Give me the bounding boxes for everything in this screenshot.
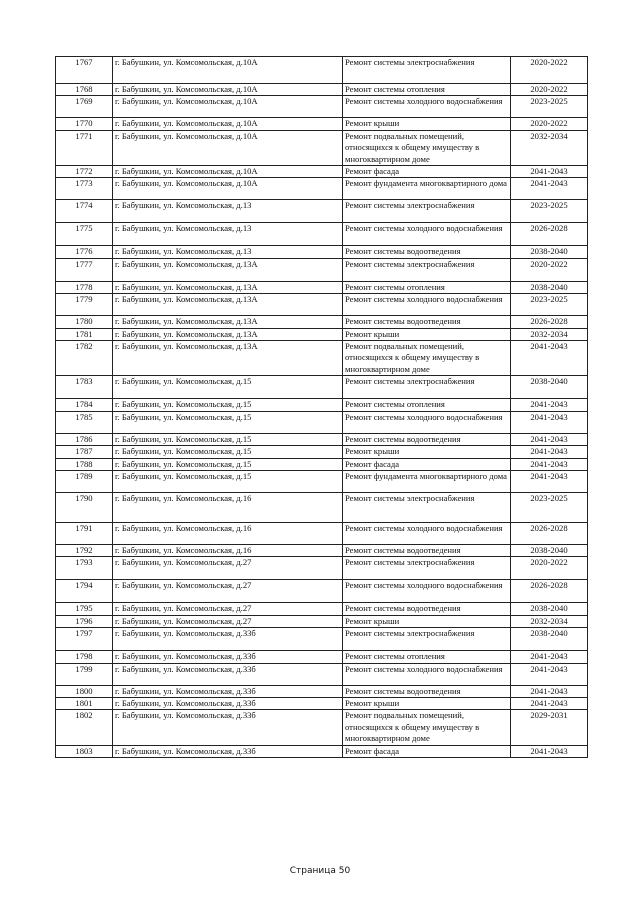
row-address: г. Бабушкин, ул. Комсомольская, д.13 [113, 223, 343, 246]
row-number: 1776 [56, 246, 113, 258]
row-number: 1785 [56, 411, 113, 433]
row-number: 1770 [56, 118, 113, 130]
row-years: 2041-2043 [511, 685, 588, 697]
table-row [56, 433, 588, 445]
row-address: г. Бабушкин, ул. Комсомольская, д.13А [113, 328, 343, 340]
row-years: 2032-2034 [511, 328, 588, 340]
table-row [56, 130, 588, 165]
row-address: г. Бабушкин, ул. Комсомольская, д.15 [113, 470, 343, 492]
row-work-type: Ремонт системы холодного водоснабжения [343, 96, 511, 118]
row-number: 1775 [56, 223, 113, 246]
table-row [56, 522, 588, 544]
row-number: 1784 [56, 399, 113, 411]
row-years: 2020-2022 [511, 118, 588, 130]
row-years: 2032-2034 [511, 130, 588, 165]
row-address: г. Бабушкин, ул. Комсомольская, д.33б [113, 685, 343, 697]
row-years: 2020-2022 [511, 557, 588, 580]
row-address: г. Бабушкин, ул. Комсомольская, д.13 [113, 246, 343, 258]
row-years: 2020-2022 [511, 57, 588, 84]
row-years: 2023-2025 [511, 492, 588, 522]
row-number: 1777 [56, 258, 113, 281]
row-work-type: Ремонт системы отопления [343, 651, 511, 663]
table-row [56, 557, 588, 580]
row-years: 2041-2043 [511, 341, 588, 376]
row-work-type: Ремонт системы холодного водоснабжения [343, 522, 511, 544]
table-body [56, 57, 588, 758]
row-years: 2038-2040 [511, 281, 588, 293]
row-address: г. Бабушкин, ул. Комсомольская, д.15 [113, 411, 343, 433]
row-years: 2038-2040 [511, 603, 588, 615]
row-years: 2041-2043 [511, 663, 588, 685]
row-number: 1800 [56, 685, 113, 697]
row-work-type: Ремонт системы водоотведения [343, 433, 511, 445]
row-work-type: Ремонт системы холодного водоснабжения [343, 580, 511, 603]
row-number: 1793 [56, 557, 113, 580]
table-row [56, 294, 588, 316]
table-row [56, 628, 588, 651]
row-years: 2038-2040 [511, 376, 588, 399]
table-row [56, 376, 588, 399]
row-years: 2023-2025 [511, 294, 588, 316]
row-years: 2041-2043 [511, 411, 588, 433]
row-number: 1795 [56, 603, 113, 615]
row-work-type: Ремонт системы электроснабжения [343, 200, 511, 223]
row-years: 2029-2031 [511, 710, 588, 745]
row-number: 1767 [56, 57, 113, 84]
table-row [56, 316, 588, 328]
table-row [56, 118, 588, 130]
row-years: 2041-2043 [511, 458, 588, 470]
row-address: г. Бабушкин, ул. Комсомольская, д.15 [113, 458, 343, 470]
row-number: 1792 [56, 544, 113, 556]
row-years: 2026-2028 [511, 316, 588, 328]
row-address: г. Бабушкин, ул. Комсомольская, д.33б [113, 651, 343, 663]
row-work-type: Ремонт системы холодного водоснабжения [343, 223, 511, 246]
row-address: г. Бабушкин, ул. Комсомольская, д.16 [113, 522, 343, 544]
row-work-type: Ремонт подвальных помещений, относящихся к общему имуществу в многоквартирном доме [343, 341, 511, 376]
row-address: г. Бабушкин, ул. Комсомольская, д.16 [113, 544, 343, 556]
row-number: 1798 [56, 651, 113, 663]
row-address: г. Бабушкин, ул. Комсомольская, д.27 [113, 580, 343, 603]
row-number: 1780 [56, 316, 113, 328]
row-work-type: Ремонт системы электроснабжения [343, 628, 511, 651]
row-work-type: Ремонт системы электроснабжения [343, 557, 511, 580]
row-number: 1778 [56, 281, 113, 293]
row-address: г. Бабушкин, ул. Комсомольская, д.10А [113, 57, 343, 84]
row-work-type: Ремонт крыши [343, 697, 511, 709]
row-number: 1786 [56, 433, 113, 445]
row-number: 1779 [56, 294, 113, 316]
row-years: 2041-2043 [511, 178, 588, 200]
row-years: 2038-2040 [511, 246, 588, 258]
table-row [56, 96, 588, 118]
row-address: г. Бабушкин, ул. Комсомольская, д.27 [113, 557, 343, 580]
row-address: г. Бабушкин, ул. Комсомольская, д.13 [113, 200, 343, 223]
table-row [56, 328, 588, 340]
row-work-type: Ремонт крыши [343, 118, 511, 130]
row-number: 1787 [56, 446, 113, 458]
row-years: 2041-2043 [511, 745, 588, 757]
row-number: 1799 [56, 663, 113, 685]
row-work-type: Ремонт системы водоотведения [343, 685, 511, 697]
row-work-type: Ремонт фундамента многоквартирного дома [343, 470, 511, 492]
table-row [56, 544, 588, 556]
row-address: г. Бабушкин, ул. Комсомольская, д.33б [113, 745, 343, 757]
row-work-type: Ремонт подвальных помещений, относящихся к общему имуществу в многоквартирном доме [343, 710, 511, 745]
table-row [56, 84, 588, 96]
table-row [56, 492, 588, 522]
page-number: Страница 50 [289, 866, 351, 876]
table-row [56, 166, 588, 178]
row-work-type: Ремонт подвальных помещений, относящихся к общему имуществу в многоквартирном доме [343, 130, 511, 165]
row-years: 2032-2034 [511, 615, 588, 627]
row-address: г. Бабушкин, ул. Комсомольская, д.15 [113, 433, 343, 445]
row-work-type: Ремонт фасада [343, 458, 511, 470]
row-address: г. Бабушкин, ул. Комсомольская, д.33б [113, 663, 343, 685]
row-work-type: Ремонт системы электроснабжения [343, 376, 511, 399]
row-number: 1801 [56, 697, 113, 709]
row-years: 2041-2043 [511, 651, 588, 663]
table-row [56, 615, 588, 627]
row-number: 1790 [56, 492, 113, 522]
row-address: г. Бабушкин, ул. Комсомольская, д.13А [113, 281, 343, 293]
row-address: г. Бабушкин, ул. Комсомольская, д.13А [113, 294, 343, 316]
row-years: 2023-2025 [511, 200, 588, 223]
table-row [56, 446, 588, 458]
row-work-type: Ремонт системы электроснабжения [343, 492, 511, 522]
table-row [56, 580, 588, 603]
row-number: 1782 [56, 341, 113, 376]
row-number: 1783 [56, 376, 113, 399]
table-row [56, 200, 588, 223]
row-number: 1773 [56, 178, 113, 200]
row-number: 1771 [56, 130, 113, 165]
table-row [56, 223, 588, 246]
row-years: 2026-2028 [511, 522, 588, 544]
row-years: 2026-2028 [511, 580, 588, 603]
table-row [56, 258, 588, 281]
table-row [56, 663, 588, 685]
row-years: 2041-2043 [511, 166, 588, 178]
table-row [56, 685, 588, 697]
table-row [56, 470, 588, 492]
row-address: г. Бабушкин, ул. Комсомольская, д.10А [113, 96, 343, 118]
row-work-type: Ремонт крыши [343, 446, 511, 458]
row-number: 1794 [56, 580, 113, 603]
row-work-type: Ремонт системы отопления [343, 84, 511, 96]
table-row [56, 246, 588, 258]
row-work-type: Ремонт системы водоотведения [343, 316, 511, 328]
row-work-type: Ремонт системы водоотведения [343, 603, 511, 615]
row-address: г. Бабушкин, ул. Комсомольская, д.13А [113, 341, 343, 376]
table-row [56, 651, 588, 663]
row-number: 1769 [56, 96, 113, 118]
row-address: г. Бабушкин, ул. Комсомольская, д.16 [113, 492, 343, 522]
row-years: 2026-2028 [511, 223, 588, 246]
row-number: 1791 [56, 522, 113, 544]
row-work-type: Ремонт системы электроснабжения [343, 57, 511, 84]
table-row [56, 281, 588, 293]
table-row [56, 745, 588, 757]
row-address: г. Бабушкин, ул. Комсомольская, д.10А [113, 178, 343, 200]
table-row [56, 603, 588, 615]
row-years: 2038-2040 [511, 544, 588, 556]
row-years: 2041-2043 [511, 470, 588, 492]
row-work-type: Ремонт системы водоотведения [343, 544, 511, 556]
row-address: г. Бабушкин, ул. Комсомольская, д.15 [113, 376, 343, 399]
row-work-type: Ремонт системы холодного водоснабжения [343, 663, 511, 685]
row-number: 1802 [56, 710, 113, 745]
table-row [56, 458, 588, 470]
row-work-type: Ремонт системы электроснабжения [343, 258, 511, 281]
table-row [56, 341, 588, 376]
row-years: 2041-2043 [511, 399, 588, 411]
row-number: 1774 [56, 200, 113, 223]
table-row [56, 710, 588, 745]
row-number: 1803 [56, 745, 113, 757]
row-number: 1772 [56, 166, 113, 178]
row-work-type: Ремонт фундамента многоквартирного дома [343, 178, 511, 200]
row-years: 2041-2043 [511, 697, 588, 709]
table-row [56, 411, 588, 433]
row-number: 1789 [56, 470, 113, 492]
row-address: г. Бабушкин, ул. Комсомольская, д.33б [113, 710, 343, 745]
row-number: 1781 [56, 328, 113, 340]
row-address: г. Бабушкин, ул. Комсомольская, д.10А [113, 166, 343, 178]
row-address: г. Бабушкин, ул. Комсомольская, д.33б [113, 628, 343, 651]
row-number: 1796 [56, 615, 113, 627]
row-work-type: Ремонт фасада [343, 166, 511, 178]
row-work-type: Ремонт фасада [343, 745, 511, 757]
row-address: г. Бабушкин, ул. Комсомольская, д.15 [113, 399, 343, 411]
row-address: г. Бабушкин, ул. Комсомольская, д.10А [113, 130, 343, 165]
row-years: 2041-2043 [511, 433, 588, 445]
row-work-type: Ремонт системы водоотведения [343, 246, 511, 258]
row-address: г. Бабушкин, ул. Комсомольская, д.13А [113, 258, 343, 281]
row-number: 1788 [56, 458, 113, 470]
table-row [56, 178, 588, 200]
row-address: г. Бабушкин, ул. Комсомольская, д.33б [113, 697, 343, 709]
table-row [56, 57, 588, 84]
repair-schedule-table [55, 56, 588, 758]
row-address: г. Бабушкин, ул. Комсомольская, д.15 [113, 446, 343, 458]
row-address: г. Бабушкин, ул. Комсомольская, д.13А [113, 316, 343, 328]
row-address: г. Бабушкин, ул. Комсомольская, д.10А [113, 84, 343, 96]
row-number: 1768 [56, 84, 113, 96]
row-address: г. Бабушкин, ул. Комсомольская, д.10А [113, 118, 343, 130]
row-work-type: Ремонт системы холодного водоснабжения [343, 411, 511, 433]
row-work-type: Ремонт системы отопления [343, 281, 511, 293]
row-years: 2038-2040 [511, 628, 588, 651]
row-years: 2020-2022 [511, 84, 588, 96]
table-row [56, 399, 588, 411]
row-years: 2041-2043 [511, 446, 588, 458]
row-work-type: Ремонт системы холодного водоснабжения [343, 294, 511, 316]
row-work-type: Ремонт крыши [343, 328, 511, 340]
row-number: 1797 [56, 628, 113, 651]
row-years: 2023-2025 [511, 96, 588, 118]
row-address: г. Бабушкин, ул. Комсомольская, д.27 [113, 615, 343, 627]
row-years: 2020-2022 [511, 258, 588, 281]
row-work-type: Ремонт системы отопления [343, 399, 511, 411]
row-work-type: Ремонт крыши [343, 615, 511, 627]
row-address: г. Бабушкин, ул. Комсомольская, д.27 [113, 603, 343, 615]
table-row [56, 697, 588, 709]
